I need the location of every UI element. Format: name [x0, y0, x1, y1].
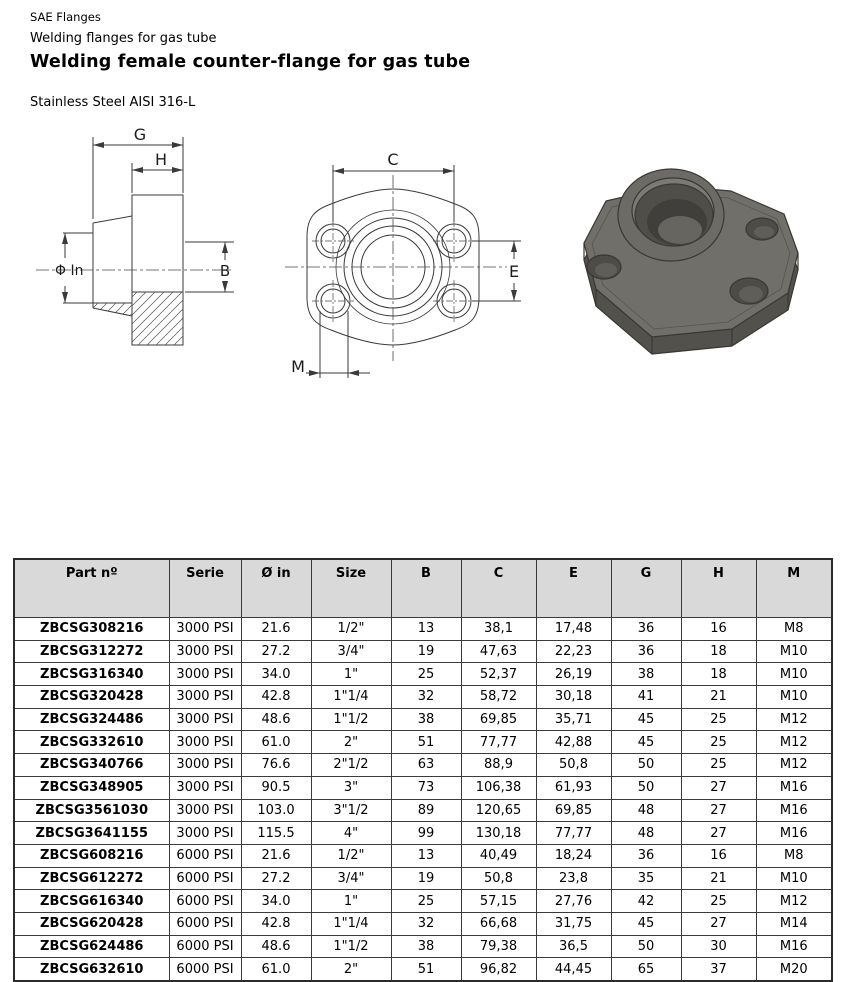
- value-cell: 48: [611, 822, 681, 845]
- dim-label-b: B: [219, 262, 231, 280]
- front-view-drawing: [283, 125, 545, 395]
- value-cell: 25: [681, 890, 756, 913]
- value-cell: 42,88: [536, 731, 611, 754]
- part-number-cell: ZBCSG340766: [14, 754, 169, 777]
- value-cell: 99: [391, 822, 461, 845]
- value-cell: 26,19: [536, 663, 611, 686]
- category-label: SAE Flanges: [30, 10, 101, 24]
- value-cell: 3000 PSI: [169, 640, 241, 663]
- value-cell: 66,68: [461, 912, 536, 935]
- value-cell: 6000 PSI: [169, 867, 241, 890]
- value-cell: 77,77: [536, 822, 611, 845]
- value-cell: 76.6: [241, 754, 311, 777]
- value-cell: 3000 PSI: [169, 776, 241, 799]
- value-cell: 47,63: [461, 640, 536, 663]
- value-cell: M8: [756, 618, 832, 641]
- value-cell: 50: [611, 935, 681, 958]
- part-number-cell: ZBCSG612272: [14, 867, 169, 890]
- subcategory-label: Welding flanges for gas tube: [30, 31, 217, 46]
- value-cell: 42.8: [241, 686, 311, 709]
- value-cell: 51: [391, 731, 461, 754]
- value-cell: 50,8: [536, 754, 611, 777]
- table-row: [14, 844, 832, 867]
- value-cell: 21: [681, 867, 756, 890]
- value-cell: 16: [681, 844, 756, 867]
- value-cell: 45: [611, 708, 681, 731]
- value-cell: 2": [311, 731, 391, 754]
- value-cell: 38,1: [461, 618, 536, 641]
- value-cell: 38: [391, 708, 461, 731]
- value-cell: 38: [611, 663, 681, 686]
- value-cell: 3/4": [311, 640, 391, 663]
- value-cell: 3000 PSI: [169, 618, 241, 641]
- part-number-cell: ZBCSG620428: [14, 912, 169, 935]
- value-cell: 77,77: [461, 731, 536, 754]
- col-header-e: E: [536, 559, 611, 618]
- value-cell: 21.6: [241, 844, 311, 867]
- value-cell: 18: [681, 663, 756, 686]
- value-cell: 36: [611, 640, 681, 663]
- page-header: [30, 10, 470, 111]
- part-number-cell: ZBCSG3641155: [14, 822, 169, 845]
- value-cell: 45: [611, 912, 681, 935]
- value-cell: 1"1/4: [311, 686, 391, 709]
- value-cell: 3000 PSI: [169, 686, 241, 709]
- table-row: [14, 754, 832, 777]
- dim-label-g: G: [133, 125, 147, 144]
- value-cell: 69,85: [536, 799, 611, 822]
- value-cell: 1": [311, 890, 391, 913]
- value-cell: M16: [756, 799, 832, 822]
- value-cell: 42.8: [241, 912, 311, 935]
- value-cell: M12: [756, 731, 832, 754]
- value-cell: 35: [611, 867, 681, 890]
- value-cell: 13: [391, 844, 461, 867]
- value-cell: M16: [756, 822, 832, 845]
- value-cell: 120,65: [461, 799, 536, 822]
- value-cell: 38: [391, 935, 461, 958]
- value-cell: 25: [391, 890, 461, 913]
- value-cell: 79,38: [461, 935, 536, 958]
- col-header-g: G: [611, 559, 681, 618]
- value-cell: 3": [311, 776, 391, 799]
- value-cell: 3000 PSI: [169, 799, 241, 822]
- table-row: [14, 799, 832, 822]
- table-row: [14, 686, 832, 709]
- value-cell: 25: [391, 663, 461, 686]
- value-cell: M16: [756, 935, 832, 958]
- side-section-drawing: [28, 125, 263, 395]
- value-cell: M10: [756, 663, 832, 686]
- value-cell: 88,9: [461, 754, 536, 777]
- col-header-diameter-in: Ø in: [241, 559, 311, 618]
- technical-drawings: [0, 125, 843, 400]
- value-cell: 18,24: [536, 844, 611, 867]
- value-cell: 1/2": [311, 618, 391, 641]
- part-number-cell: ZBCSG348905: [14, 776, 169, 799]
- table-row: [14, 958, 832, 981]
- value-cell: 51: [391, 958, 461, 981]
- value-cell: 19: [391, 640, 461, 663]
- flange-3d-render: [556, 131, 838, 376]
- value-cell: 3000 PSI: [169, 663, 241, 686]
- value-cell: 61.0: [241, 958, 311, 981]
- value-cell: 61.0: [241, 731, 311, 754]
- value-cell: 65: [611, 958, 681, 981]
- value-cell: 106,38: [461, 776, 536, 799]
- value-cell: 50: [611, 754, 681, 777]
- value-cell: 4": [311, 822, 391, 845]
- table-row: [14, 890, 832, 913]
- value-cell: 2": [311, 958, 391, 981]
- value-cell: 30,18: [536, 686, 611, 709]
- value-cell: 50: [611, 776, 681, 799]
- value-cell: 17,48: [536, 618, 611, 641]
- value-cell: 3000 PSI: [169, 822, 241, 845]
- part-number-cell: ZBCSG608216: [14, 844, 169, 867]
- table-row: [14, 867, 832, 890]
- value-cell: 31,75: [536, 912, 611, 935]
- value-cell: 115.5: [241, 822, 311, 845]
- value-cell: 130,18: [461, 822, 536, 845]
- value-cell: 3000 PSI: [169, 708, 241, 731]
- value-cell: 42: [611, 890, 681, 913]
- value-cell: 44,45: [536, 958, 611, 981]
- table-row: [14, 708, 832, 731]
- value-cell: 36: [611, 844, 681, 867]
- value-cell: 27: [681, 799, 756, 822]
- table-body: [14, 618, 832, 982]
- value-cell: M10: [756, 640, 832, 663]
- value-cell: 30: [681, 935, 756, 958]
- value-cell: 6000 PSI: [169, 912, 241, 935]
- part-number-cell: ZBCSG3561030: [14, 799, 169, 822]
- value-cell: 34.0: [241, 663, 311, 686]
- value-cell: 1"1/2: [311, 935, 391, 958]
- value-cell: 50,8: [461, 867, 536, 890]
- value-cell: 73: [391, 776, 461, 799]
- table-header-row: [14, 559, 832, 618]
- value-cell: 6000 PSI: [169, 844, 241, 867]
- value-cell: 27: [681, 776, 756, 799]
- value-cell: 27.2: [241, 640, 311, 663]
- dim-label-m: M: [291, 357, 305, 376]
- value-cell: 1/2": [311, 844, 391, 867]
- part-number-cell: ZBCSG624486: [14, 935, 169, 958]
- value-cell: M10: [756, 686, 832, 709]
- part-number-cell: ZBCSG316340: [14, 663, 169, 686]
- dim-label-phi-in: Φ In: [55, 263, 84, 279]
- value-cell: 25: [681, 754, 756, 777]
- part-number-cell: ZBCSG632610: [14, 958, 169, 981]
- col-header-serie: Serie: [169, 559, 241, 618]
- value-cell: 27: [681, 822, 756, 845]
- dim-label-e: E: [508, 262, 520, 281]
- value-cell: 3000 PSI: [169, 731, 241, 754]
- col-header-c: C: [461, 559, 536, 618]
- value-cell: 41: [611, 686, 681, 709]
- value-cell: 48.6: [241, 935, 311, 958]
- value-cell: 90.5: [241, 776, 311, 799]
- value-cell: 16: [681, 618, 756, 641]
- value-cell: 32: [391, 912, 461, 935]
- material-label: Stainless Steel AISI 316-L: [30, 95, 196, 110]
- value-cell: M16: [756, 776, 832, 799]
- value-cell: M8: [756, 844, 832, 867]
- value-cell: 35,71: [536, 708, 611, 731]
- table-row: [14, 935, 832, 958]
- value-cell: 3000 PSI: [169, 754, 241, 777]
- value-cell: 13: [391, 618, 461, 641]
- value-cell: 22,23: [536, 640, 611, 663]
- dim-label-c: C: [387, 150, 399, 169]
- value-cell: 1"1/4: [311, 912, 391, 935]
- value-cell: 23,8: [536, 867, 611, 890]
- dim-label-h: H: [154, 150, 168, 169]
- value-cell: 52,37: [461, 663, 536, 686]
- value-cell: 1": [311, 663, 391, 686]
- value-cell: 1"1/2: [311, 708, 391, 731]
- value-cell: 6000 PSI: [169, 890, 241, 913]
- value-cell: 3/4": [311, 867, 391, 890]
- value-cell: 69,85: [461, 708, 536, 731]
- table-row: [14, 776, 832, 799]
- part-number-cell: ZBCSG308216: [14, 618, 169, 641]
- col-header-size: Size: [311, 559, 391, 618]
- table-row: [14, 912, 832, 935]
- table-row: [14, 640, 832, 663]
- value-cell: 57,15: [461, 890, 536, 913]
- value-cell: 36: [611, 618, 681, 641]
- table-row: [14, 618, 832, 641]
- value-cell: 103.0: [241, 799, 311, 822]
- col-header-m: M: [756, 559, 832, 618]
- value-cell: 27.2: [241, 867, 311, 890]
- value-cell: 21.6: [241, 618, 311, 641]
- part-number-cell: ZBCSG332610: [14, 731, 169, 754]
- value-cell: 36,5: [536, 935, 611, 958]
- value-cell: 40,49: [461, 844, 536, 867]
- col-header-h: H: [681, 559, 756, 618]
- value-cell: 89: [391, 799, 461, 822]
- col-header-b: B: [391, 559, 461, 618]
- value-cell: 18: [681, 640, 756, 663]
- value-cell: M12: [756, 708, 832, 731]
- value-cell: 37: [681, 958, 756, 981]
- part-number-cell: ZBCSG312272: [14, 640, 169, 663]
- value-cell: M20: [756, 958, 832, 981]
- value-cell: 25: [681, 731, 756, 754]
- value-cell: 27,76: [536, 890, 611, 913]
- value-cell: 61,93: [536, 776, 611, 799]
- value-cell: 21: [681, 686, 756, 709]
- value-cell: 32: [391, 686, 461, 709]
- value-cell: M12: [756, 890, 832, 913]
- page-title: Welding female counter-flange for gas tube: [30, 52, 471, 72]
- col-header-part-no: Part nº: [14, 559, 169, 618]
- value-cell: M12: [756, 754, 832, 777]
- value-cell: 2"1/2: [311, 754, 391, 777]
- value-cell: 3"1/2: [311, 799, 391, 822]
- value-cell: 6000 PSI: [169, 935, 241, 958]
- value-cell: 48: [611, 799, 681, 822]
- value-cell: 45: [611, 731, 681, 754]
- value-cell: 19: [391, 867, 461, 890]
- table-row: [14, 663, 832, 686]
- part-number-cell: ZBCSG320428: [14, 686, 169, 709]
- value-cell: 6000 PSI: [169, 958, 241, 981]
- part-number-cell: ZBCSG616340: [14, 890, 169, 913]
- value-cell: 96,82: [461, 958, 536, 981]
- spec-table: [13, 558, 833, 982]
- value-cell: 34.0: [241, 890, 311, 913]
- table-row: [14, 731, 832, 754]
- value-cell: 48.6: [241, 708, 311, 731]
- value-cell: 63: [391, 754, 461, 777]
- value-cell: M14: [756, 912, 832, 935]
- value-cell: 58,72: [461, 686, 536, 709]
- table-row: [14, 822, 832, 845]
- value-cell: 25: [681, 708, 756, 731]
- part-number-cell: ZBCSG324486: [14, 708, 169, 731]
- value-cell: 27: [681, 912, 756, 935]
- value-cell: M10: [756, 867, 832, 890]
